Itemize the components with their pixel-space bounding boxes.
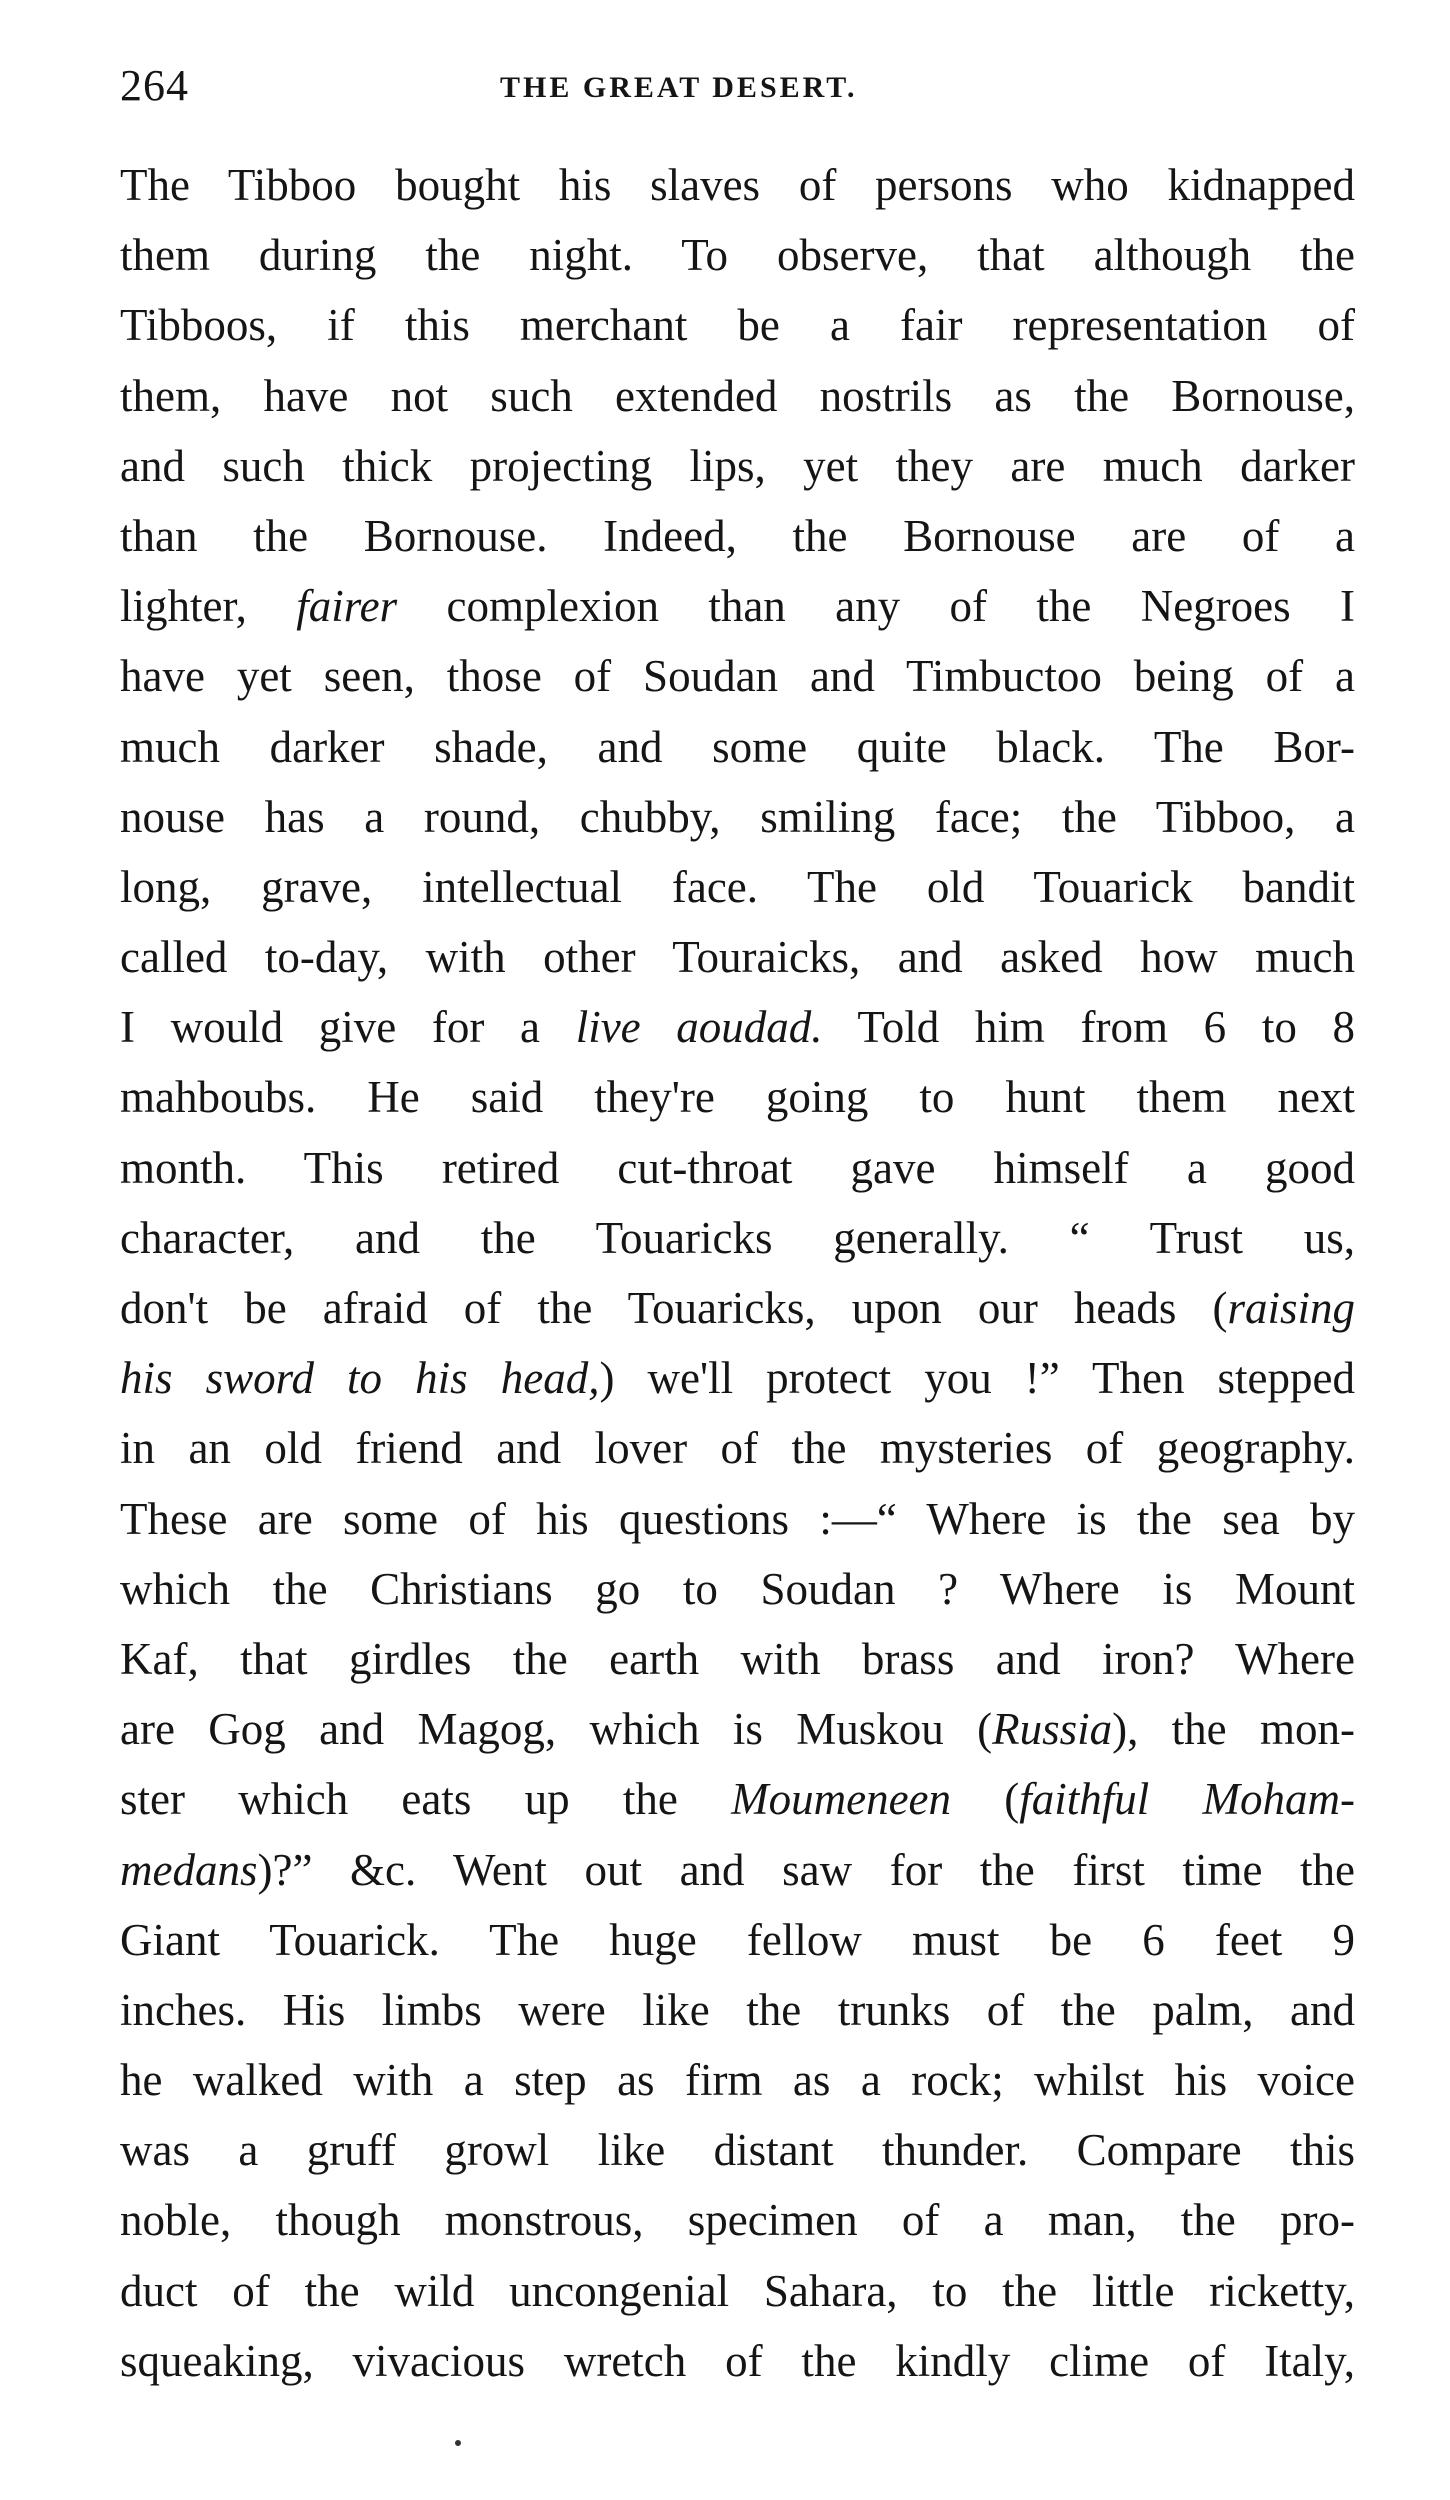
text-line <box>120 1413 1355 1483</box>
text-run: in an old friend and lover of the mysteries of geography. <box>120 1423 1355 1474</box>
text-line <box>120 1484 1355 1554</box>
text-run: long, grave, intellectual face. The old Touarick bandit <box>120 861 1355 912</box>
text-line <box>120 290 1355 360</box>
text-line <box>120 1764 1355 1834</box>
text-line <box>120 712 1355 782</box>
text-line <box>120 1554 1355 1624</box>
text-run: )?” &c. Went out and saw for the first time the <box>257 1844 1355 1895</box>
text-line <box>120 2256 1355 2326</box>
text-line <box>120 2326 1355 2396</box>
text-run: Tibboos, if this merchant be a fair representation of <box>120 300 1355 351</box>
text-run: them during the night. To observe, that although the <box>120 230 1355 281</box>
text-line <box>120 220 1355 290</box>
text-run: These are some of his questions :—“ Where is the sea by <box>120 1493 1355 1544</box>
text-run: mahboubs. He said they're going to hunt them next <box>120 1072 1355 1123</box>
text-line <box>120 1835 1355 1905</box>
text-run: was a gruff growl like distant thunder. Compare this <box>120 2125 1355 2176</box>
text-line <box>120 922 1355 992</box>
text-line <box>120 2045 1355 2115</box>
running-title: THE GREAT DESERT. <box>500 71 858 104</box>
text-line <box>120 431 1355 501</box>
italic-run: faithful Moham- <box>1019 1774 1355 1825</box>
text-line <box>120 1203 1355 1273</box>
italic-run: medans <box>120 1844 258 1895</box>
text-run: he walked with a step as firm as a rock; whilst his voice <box>120 2055 1355 2106</box>
text-line <box>120 2115 1355 2185</box>
text-run: them, have not such extended nostrils as the Bornouse, <box>120 370 1355 421</box>
text-line <box>120 1694 1355 1764</box>
text-run: Told him from 6 to 8 <box>822 1002 1355 1053</box>
text-run: don't be afraid of the Touaricks, upon our heads ( <box>120 1283 1228 1333</box>
body-text <box>120 150 1355 2396</box>
text-run: called to-day, with other Touraicks, and asked how much <box>120 932 1355 983</box>
text-line <box>120 571 1355 641</box>
text-line <box>120 1624 1355 1694</box>
text-run: ster which eats up the <box>120 1774 732 1825</box>
text-run: duct of the wild uncongenial Sahara, to the little ricketty, <box>120 2265 1355 2316</box>
text-run: lighter, <box>120 581 297 632</box>
text-run: ), the mon- <box>1112 1704 1355 1755</box>
text-line <box>120 501 1355 571</box>
text-run: ) we'll protect you !” Then stepped <box>599 1353 1356 1404</box>
page-number: 264 <box>120 61 189 110</box>
text-run: much darker shade, and some quite black. The Bor- <box>120 721 1355 772</box>
text-line <box>120 1905 1355 1975</box>
text-run: and such thick projecting lips, yet they are much darker <box>120 440 1355 491</box>
italic-run: his sword to his head, <box>120 1353 600 1404</box>
text-line <box>120 1343 1355 1413</box>
text-line <box>120 150 1355 220</box>
text-line <box>120 1273 1355 1343</box>
italic-run: live aoudad. <box>575 1002 823 1053</box>
text-line <box>120 1062 1355 1132</box>
text-line <box>120 2185 1355 2255</box>
italic-run: Moumeneen <box>731 1774 952 1825</box>
text-run: The Tibboo bought his slaves of persons who kidnapped <box>120 160 1355 210</box>
text-run: month. This retired cut-throat gave himself a good <box>120 1142 1355 1193</box>
ink-speck <box>455 2440 461 2446</box>
text-run: nouse has a round, chubby, smiling face; the Tibboo, a <box>120 791 1355 842</box>
italic-run: raising <box>1227 1283 1355 1333</box>
text-run: complexion than any of the Negroes I <box>397 581 1355 632</box>
text-run: ( <box>951 1774 1020 1825</box>
text-run: are Gog and Magog, which is Muskou ( <box>120 1704 993 1755</box>
text-line <box>120 852 1355 922</box>
text-line <box>120 1133 1355 1203</box>
text-run: inches. His limbs were like the trunks of the palm, and <box>120 1984 1355 2035</box>
text-run: than the Bornouse. Indeed, the Bornouse are of a <box>120 510 1355 561</box>
italic-run: fairer <box>296 581 398 632</box>
text-line <box>120 782 1355 852</box>
text-run: character, and the Touaricks generally. “ Trust us, <box>120 1212 1355 1263</box>
text-run: noble, though monstrous, specimen of a man, the pro- <box>120 2195 1355 2246</box>
text-line <box>120 641 1355 711</box>
text-line <box>120 1975 1355 2045</box>
text-run: have yet seen, those of Soudan and Timbuctoo being of a <box>120 651 1355 702</box>
text-run: squeaking, vivacious wretch of the kindly clime of Italy, <box>120 2335 1355 2386</box>
text-line <box>120 992 1355 1062</box>
italic-run: Russia <box>992 1704 1113 1755</box>
text-run: Giant Touarick. The huge fellow must be 6 feet 9 <box>120 1914 1355 1965</box>
text-run: I would give for a <box>120 1002 576 1053</box>
text-run: which the Christians go to Soudan ? Where is Mount <box>120 1563 1355 1614</box>
text-line <box>120 361 1355 431</box>
page-header <box>120 58 1355 118</box>
text-run: Kaf, that girdles the earth with brass and iron? Where <box>120 1633 1355 1684</box>
